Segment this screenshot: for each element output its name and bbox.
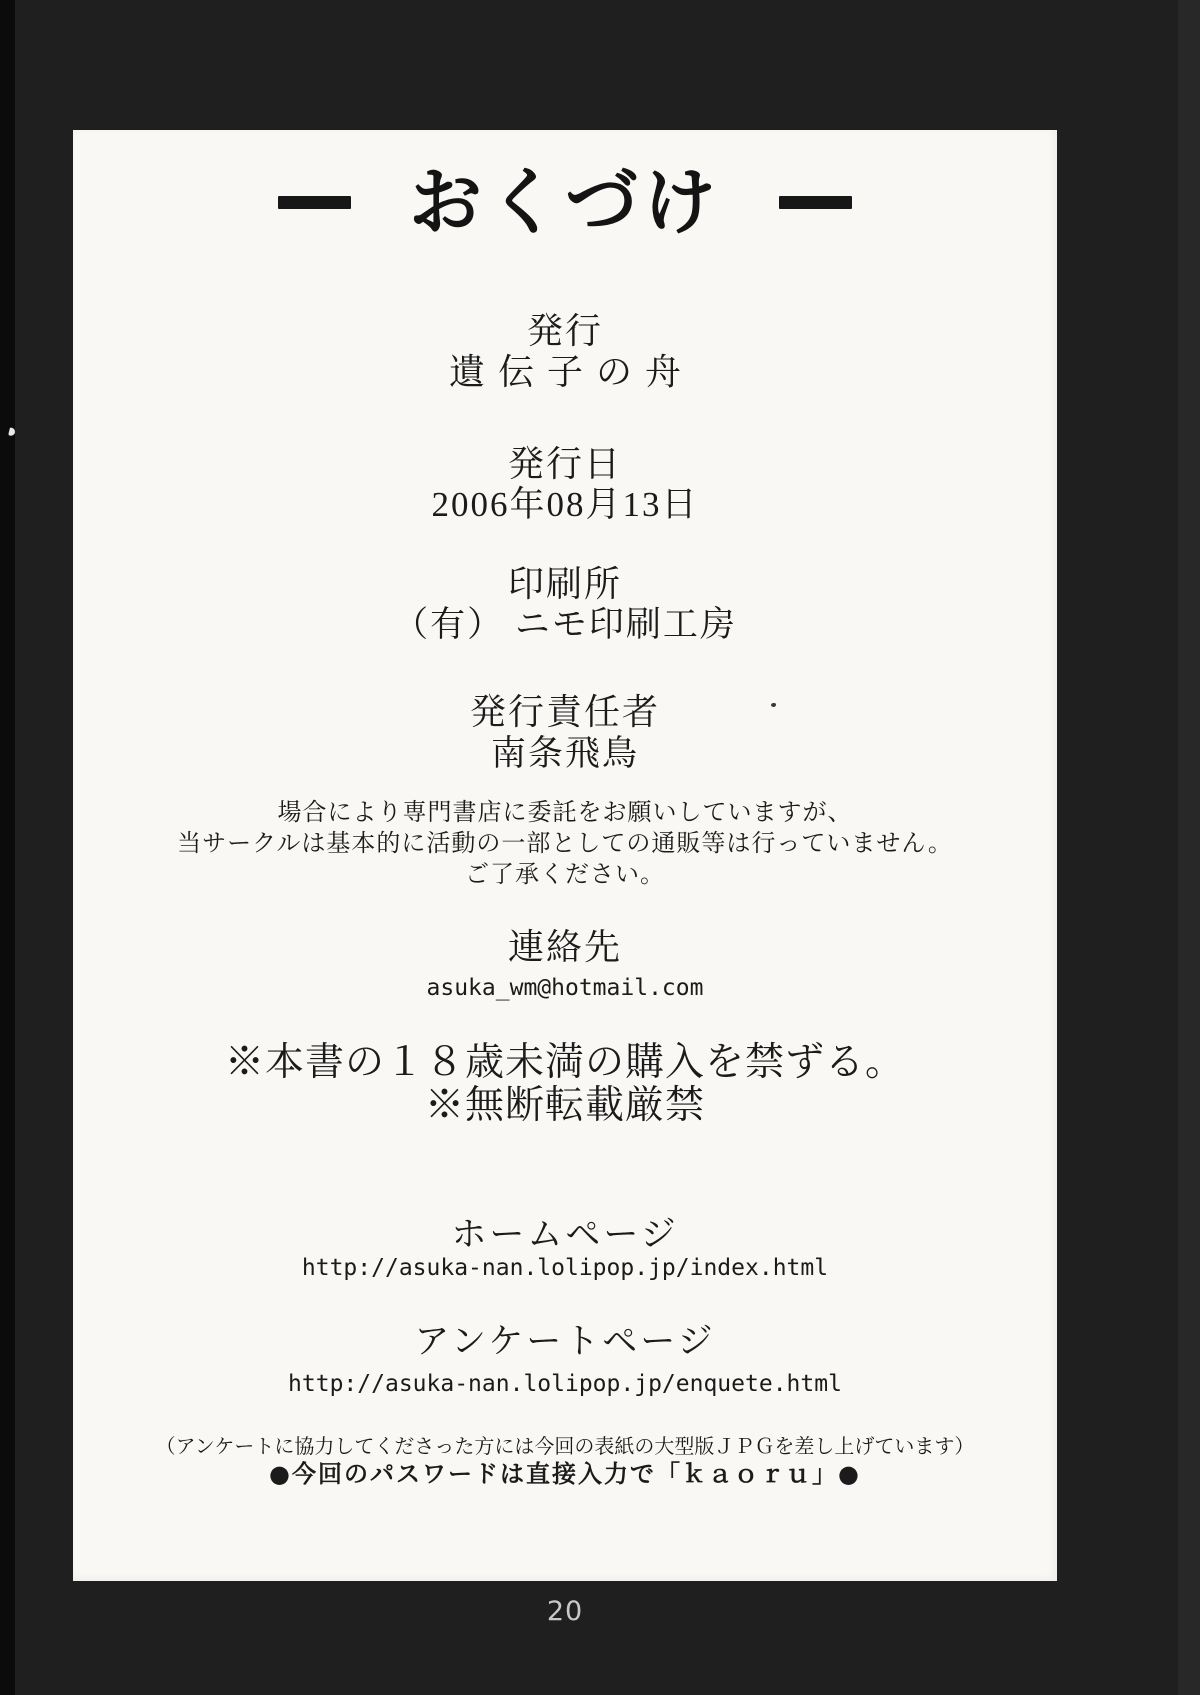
ink-speck (771, 703, 776, 707)
title-dash-right (779, 196, 852, 209)
scan-left-edge (0, 0, 15, 1695)
responsible-person-heading: 発行責任者 (469, 692, 660, 732)
page-title: おくづけ (409, 159, 721, 245)
printer-heading: 印刷所 (507, 564, 622, 604)
survey-page-url: http://asuka-nan.lolipop.jp/enquete.html (288, 1371, 842, 1397)
publish-date-heading: 発行日 (507, 444, 622, 484)
homepage-url: http://asuka-nan.lolipop.jp/index.html (301, 1255, 829, 1281)
colophon-page (73, 130, 1057, 1581)
publisher-heading: 発行 (526, 311, 603, 351)
responsible-person-name: 南条飛鳥 (490, 734, 639, 773)
distribution-notice-line-3: ご了承ください。 (465, 862, 665, 888)
contact-heading: 連絡先 (507, 927, 622, 967)
publisher-name: 遺伝子の舟 (448, 352, 694, 392)
no-reprint-warning: ※無断転載厳禁 (424, 1084, 705, 1127)
password-note: ●今回のパスワードは直接入力で「ｋａｏｒｕ」● (269, 1460, 861, 1488)
scan-right-edge (1178, 0, 1200, 1695)
survey-bonus-note: （アンケートに協力してくださった方には今回の表紙の大型版ＪＰＧを差し上げています） (155, 1434, 975, 1458)
age-restriction-warning: ※本書の１８歳未満の購入を禁ずる。 (224, 1041, 905, 1084)
distribution-notice-line-1: 場合により専門書店に委託をお願いしていますが、 (277, 800, 853, 826)
page-number: 20 (546, 1596, 584, 1627)
distribution-notice-line-2: 当サークルは基本的に活動の一部としての通販等は行っていません。 (177, 831, 953, 857)
printer-name: （有） ニモ印刷工房 (393, 605, 737, 644)
title-dash-left (278, 196, 351, 209)
homepage-heading: ホームページ (451, 1215, 679, 1254)
distribution-notice (73, 798, 1057, 891)
contact-email: asuka_wm@hotmail.com (426, 975, 704, 1001)
page-title-row (73, 160, 1057, 244)
publish-date-value: 2006年08月13日 (431, 485, 699, 524)
survey-page-heading: アンケートページ (414, 1322, 716, 1361)
